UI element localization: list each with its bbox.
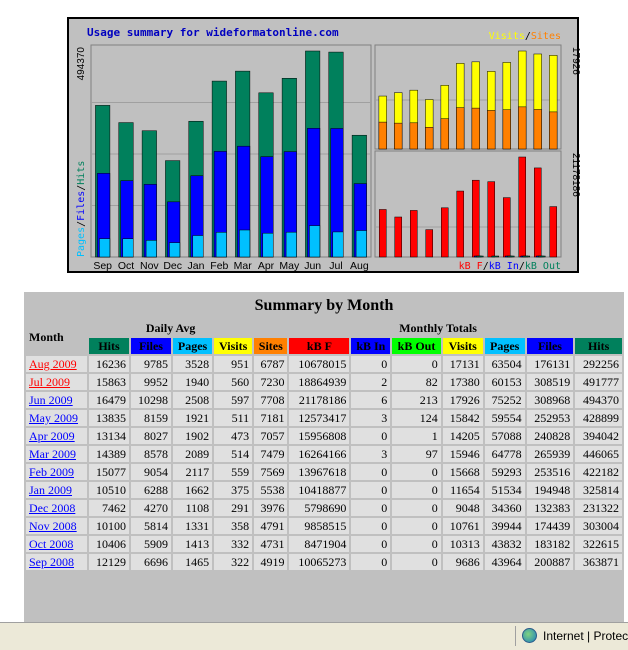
value-cell: 5909 <box>131 536 171 552</box>
monthly-totals-header: Monthly Totals <box>254 320 622 336</box>
value-cell: 15668 <box>443 464 483 480</box>
value-cell: 63504 <box>485 356 525 372</box>
value-cell: 4731 <box>254 536 287 552</box>
table-row <box>26 356 622 372</box>
month-link[interactable]: May 2009 <box>29 411 78 425</box>
bar-kb-out-may <box>507 256 514 257</box>
x-tick-label: Nov <box>139 260 159 272</box>
legend-item: Visits <box>488 31 525 42</box>
value-cell: 51534 <box>485 482 525 498</box>
bar-sites-sep <box>379 122 387 149</box>
value-cell: 0 <box>392 482 440 498</box>
value-cell: 194948 <box>527 482 574 498</box>
bar-pages-sep <box>99 239 109 257</box>
bar-kb-f-apr <box>488 182 495 257</box>
value-cell: 375 <box>214 482 252 498</box>
chart-title: Usage summary for wideformatonline.com <box>87 26 339 39</box>
browser-status-bar <box>0 622 628 650</box>
bar-sites-feb <box>456 108 464 149</box>
table-row <box>26 518 622 534</box>
month-cell <box>26 374 87 390</box>
value-cell: 6 <box>351 392 390 408</box>
value-cell: 14389 <box>89 446 129 462</box>
value-cell: 0 <box>351 356 390 372</box>
col-files-total: Files <box>527 338 574 354</box>
table-row <box>26 374 622 390</box>
value-cell: 5538 <box>254 482 287 498</box>
value-cell: 3 <box>351 446 390 462</box>
visits-legend <box>489 31 561 42</box>
value-cell: 59554 <box>485 410 525 426</box>
kb-ymax-label: 21178186 <box>570 153 581 197</box>
value-cell: 231322 <box>575 500 622 516</box>
value-cell: 473 <box>214 428 252 444</box>
table-title: Summary by Month <box>26 294 622 318</box>
value-cell: 15956808 <box>289 428 349 444</box>
value-cell: 12129 <box>89 554 129 570</box>
month-link[interactable]: Jul 2009 <box>29 375 71 389</box>
x-tick-label: May <box>279 260 300 272</box>
value-cell: 10313 <box>443 536 483 552</box>
bar-pages-mar <box>239 230 249 257</box>
value-cell: 11654 <box>443 482 483 498</box>
security-zone-text: Internet | Protec <box>543 629 628 643</box>
month-cell <box>26 392 87 408</box>
value-cell: 15077 <box>89 464 129 480</box>
month-cell <box>26 464 87 480</box>
value-cell: 0 <box>392 500 440 516</box>
value-cell: 0 <box>351 482 390 498</box>
value-cell: 1662 <box>173 482 212 498</box>
value-cell: 17926 <box>443 392 483 408</box>
value-cell: 200887 <box>527 554 574 570</box>
value-cell: 4791 <box>254 518 287 534</box>
bar-kb-f-jun <box>519 157 526 257</box>
col-kbout: kB Out <box>392 338 440 354</box>
value-cell: 597 <box>214 392 252 408</box>
value-cell: 10100 <box>89 518 129 534</box>
visits-panel-frame <box>375 45 561 149</box>
value-cell: 1921 <box>173 410 212 426</box>
table-row <box>26 536 622 552</box>
value-cell: 5798690 <box>289 500 349 516</box>
x-tick-label: Apr <box>257 260 275 272</box>
month-cell <box>26 410 87 426</box>
value-cell: 3 <box>351 410 390 426</box>
value-cell: 0 <box>351 464 390 480</box>
table-row <box>26 392 622 408</box>
value-cell: 213 <box>392 392 440 408</box>
value-cell: 6288 <box>131 482 171 498</box>
bar-kb-f-oct <box>395 217 402 257</box>
value-cell: 9048 <box>443 500 483 516</box>
bar-kb-f-nov <box>410 210 417 257</box>
bar-sites-apr <box>487 110 495 149</box>
value-cell: 12573417 <box>289 410 349 426</box>
bar-pages-oct <box>123 239 133 257</box>
column-header-row <box>26 338 622 354</box>
month-cell <box>26 518 87 534</box>
col-hits: Hits <box>89 338 129 354</box>
bar-sites-oct <box>394 123 402 149</box>
legend-item: Files <box>76 190 87 221</box>
value-cell: 0 <box>392 554 440 570</box>
value-cell: 2508 <box>173 392 212 408</box>
value-cell: 4919 <box>254 554 287 570</box>
value-cell: 422182 <box>575 464 622 480</box>
summary-table-body <box>26 356 622 570</box>
value-cell: 0 <box>392 464 440 480</box>
bar-kb-f-aug <box>550 207 557 257</box>
value-cell: 308519 <box>527 374 574 390</box>
col-visits-total: Visits <box>443 338 483 354</box>
value-cell: 0 <box>392 356 440 372</box>
value-cell: 10678015 <box>289 356 349 372</box>
month-link[interactable]: Apr 2009 <box>29 429 75 443</box>
legend-item: / <box>524 31 531 42</box>
bar-sites-jan <box>441 119 449 149</box>
x-tick-label: Oct <box>117 260 135 272</box>
bar-kb-f-dec <box>426 230 433 257</box>
visits-ymax-label: 17926 <box>570 47 581 75</box>
value-cell: 4270 <box>131 500 171 516</box>
value-cell: 325814 <box>575 482 622 498</box>
x-tick-label: Jan <box>187 260 205 272</box>
x-tick-label: Dec <box>163 260 183 272</box>
table-row <box>26 446 622 462</box>
value-cell: 124 <box>392 410 440 426</box>
value-cell: 15863 <box>89 374 129 390</box>
value-cell: 16236 <box>89 356 129 372</box>
status-separator <box>515 626 516 646</box>
month-cell <box>26 500 87 516</box>
value-cell: 7479 <box>254 446 287 462</box>
value-cell: 13967618 <box>289 464 349 480</box>
x-tick-label: Mar <box>233 260 252 272</box>
value-cell: 252953 <box>527 410 574 426</box>
month-cell <box>26 446 87 462</box>
x-tick-label: Sep <box>93 260 113 272</box>
legend-item: kB F <box>458 261 483 272</box>
value-cell: 2089 <box>173 446 212 462</box>
month-link[interactable]: Oct 2008 <box>29 537 74 551</box>
summary-table <box>24 292 624 572</box>
month-cell <box>26 536 87 552</box>
value-cell: 292256 <box>575 356 622 372</box>
value-cell: 358 <box>214 518 252 534</box>
value-cell: 1108 <box>173 500 212 516</box>
table-row <box>26 464 622 480</box>
main-ymax-label: 494370 <box>76 47 87 81</box>
value-cell: 6696 <box>131 554 171 570</box>
x-tick-label: Jul <box>329 260 343 272</box>
value-cell: 9054 <box>131 464 171 480</box>
bar-kb-f-jul <box>534 168 541 257</box>
value-cell: 8159 <box>131 410 171 426</box>
value-cell: 3976 <box>254 500 287 516</box>
bar-sites-dec <box>425 127 433 149</box>
value-cell: 253516 <box>527 464 574 480</box>
value-cell: 5814 <box>131 518 171 534</box>
value-cell: 494370 <box>575 392 622 408</box>
value-cell: 491777 <box>575 374 622 390</box>
value-cell: 446065 <box>575 446 622 462</box>
month-cell <box>26 356 87 372</box>
x-tick-label: Jun <box>304 260 322 272</box>
bar-pages-apr <box>263 233 273 257</box>
internet-zone-icon <box>522 628 537 643</box>
value-cell: 15842 <box>443 410 483 426</box>
value-cell: 559 <box>214 464 252 480</box>
value-cell: 14205 <box>443 428 483 444</box>
bar-kb-f-mar <box>472 180 479 257</box>
value-cell: 21178186 <box>289 392 349 408</box>
main-legend <box>76 161 87 257</box>
month-link[interactable]: Aug 2009 <box>29 357 77 371</box>
value-cell: 303004 <box>575 518 622 534</box>
value-cell: 1413 <box>173 536 212 552</box>
value-cell: 43964 <box>485 554 525 570</box>
value-cell: 9686 <box>443 554 483 570</box>
value-cell: 9785 <box>131 356 171 372</box>
value-cell: 1 <box>392 428 440 444</box>
value-cell: 34360 <box>485 500 525 516</box>
value-cell: 7181 <box>254 410 287 426</box>
value-cell: 9858515 <box>289 518 349 534</box>
value-cell: 0 <box>392 536 440 552</box>
table-row <box>26 482 622 498</box>
value-cell: 17380 <box>443 374 483 390</box>
bar-kb-f-feb <box>457 191 464 257</box>
bar-kb-f-sep <box>379 209 386 257</box>
value-cell: 0 <box>351 500 390 516</box>
value-cell: 1465 <box>173 554 212 570</box>
bar-sites-may <box>503 110 511 149</box>
value-cell: 60153 <box>485 374 525 390</box>
month-cell <box>26 554 87 570</box>
legend-item: / <box>76 220 87 227</box>
col-hits-total: Hits <box>575 338 622 354</box>
value-cell: 183182 <box>527 536 574 552</box>
value-cell: 7462 <box>89 500 129 516</box>
col-files: Files <box>131 338 171 354</box>
value-cell: 10298 <box>131 392 171 408</box>
table-row <box>26 428 622 444</box>
bar-pages-may <box>286 232 296 257</box>
bar-pages-jul <box>333 232 343 257</box>
table-row <box>26 500 622 516</box>
col-visits: Visits <box>214 338 252 354</box>
legend-item: Pages <box>76 226 87 257</box>
x-tick-label: Aug <box>349 260 369 272</box>
value-cell: 75252 <box>485 392 525 408</box>
value-cell: 64778 <box>485 446 525 462</box>
value-cell: 322615 <box>575 536 622 552</box>
bar-kb-out-apr <box>492 256 499 257</box>
month-link[interactable]: Dec 2008 <box>29 501 76 515</box>
month-link[interactable]: Nov 2008 <box>29 519 77 533</box>
value-cell: 0 <box>351 536 390 552</box>
value-cell: 16264166 <box>289 446 349 462</box>
value-cell: 332 <box>214 536 252 552</box>
bar-pages-aug <box>356 231 366 257</box>
month-cell <box>26 428 87 444</box>
value-cell: 394042 <box>575 428 622 444</box>
bar-sites-nov <box>410 123 418 149</box>
value-cell: 82 <box>392 374 440 390</box>
value-cell: 7057 <box>254 428 287 444</box>
usage-chart <box>67 17 579 273</box>
value-cell: 13134 <box>89 428 129 444</box>
col-sites: Sites <box>254 338 287 354</box>
bar-pages-jan <box>193 236 203 257</box>
usage-chart-svg <box>69 19 581 272</box>
daily-avg-header: Daily Avg <box>89 320 252 336</box>
value-cell: 174439 <box>527 518 574 534</box>
bar-sites-jul <box>534 109 542 149</box>
value-cell: 10510 <box>89 482 129 498</box>
value-cell: 8027 <box>131 428 171 444</box>
value-cell: 1331 <box>173 518 212 534</box>
bar-kb-f-jan <box>441 208 448 257</box>
value-cell: 1940 <box>173 374 212 390</box>
value-cell: 3528 <box>173 356 212 372</box>
bar-pages-nov <box>146 240 156 257</box>
value-cell: 2 <box>351 374 390 390</box>
bar-pages-feb <box>216 232 226 257</box>
legend-item: / <box>482 261 489 272</box>
value-cell: 10406 <box>89 536 129 552</box>
value-cell: 265939 <box>527 446 574 462</box>
value-cell: 2117 <box>173 464 212 480</box>
col-kbin: kB In <box>351 338 390 354</box>
legend-item: Hits <box>76 160 87 185</box>
value-cell: 951 <box>214 356 252 372</box>
value-cell: 0 <box>351 554 390 570</box>
legend-item: / <box>76 184 87 191</box>
value-cell: 1902 <box>173 428 212 444</box>
bar-kb-out-jul <box>538 256 545 257</box>
summary-by-month-table <box>24 292 624 622</box>
value-cell: 308968 <box>527 392 574 408</box>
value-cell: 240828 <box>527 428 574 444</box>
value-cell: 8471904 <box>289 536 349 552</box>
value-cell: 363871 <box>575 554 622 570</box>
value-cell: 59293 <box>485 464 525 480</box>
value-cell: 10418877 <box>289 482 349 498</box>
bar-sites-jun <box>518 107 526 149</box>
col-kbf: kB F <box>289 338 349 354</box>
month-link[interactable]: Mar 2009 <box>29 447 76 461</box>
value-cell: 8578 <box>131 446 171 462</box>
value-cell: 0 <box>351 428 390 444</box>
month-link[interactable]: Jan 2009 <box>29 483 72 497</box>
month-link[interactable]: Jun 2009 <box>29 393 73 407</box>
value-cell: 428899 <box>575 410 622 426</box>
value-cell: 97 <box>392 446 440 462</box>
bar-kb-out-mar <box>476 256 483 257</box>
value-cell: 0 <box>392 518 440 534</box>
value-cell: 18864939 <box>289 374 349 390</box>
bar-pages-jun <box>309 226 319 257</box>
legend-item: kB In <box>488 261 519 272</box>
col-pages-total: Pages <box>485 338 525 354</box>
value-cell: 10761 <box>443 518 483 534</box>
value-cell: 6787 <box>254 356 287 372</box>
value-cell: 7230 <box>254 374 287 390</box>
value-cell: 10065273 <box>289 554 349 570</box>
kb-panel-frame <box>375 151 561 257</box>
value-cell: 13835 <box>89 410 129 426</box>
value-cell: 7708 <box>254 392 287 408</box>
value-cell: 514 <box>214 446 252 462</box>
month-header: Month <box>26 320 87 354</box>
month-link[interactable]: Sep 2008 <box>29 555 74 569</box>
kb-legend <box>459 261 561 272</box>
month-link[interactable]: Feb 2009 <box>29 465 74 479</box>
value-cell: 132383 <box>527 500 574 516</box>
value-cell: 7569 <box>254 464 287 480</box>
col-pages: Pages <box>173 338 212 354</box>
value-cell: 16479 <box>89 392 129 408</box>
value-cell: 511 <box>214 410 252 426</box>
bar-kb-f-may <box>503 198 510 257</box>
table-row <box>26 554 622 570</box>
table-row <box>26 410 622 426</box>
legend-item: Sites <box>530 31 561 42</box>
value-cell: 39944 <box>485 518 525 534</box>
value-cell: 43832 <box>485 536 525 552</box>
value-cell: 57088 <box>485 428 525 444</box>
bar-sites-mar <box>472 108 480 149</box>
month-cell <box>26 482 87 498</box>
legend-item: kB Out <box>524 261 561 272</box>
value-cell: 176131 <box>527 356 574 372</box>
value-cell: 0 <box>351 518 390 534</box>
x-tick-label: Feb <box>210 260 229 272</box>
legend-item: / <box>518 261 525 272</box>
value-cell: 15946 <box>443 446 483 462</box>
bar-pages-dec <box>169 243 179 257</box>
bar-sites-aug <box>549 112 557 149</box>
value-cell: 9952 <box>131 374 171 390</box>
value-cell: 17131 <box>443 356 483 372</box>
value-cell: 322 <box>214 554 252 570</box>
value-cell: 560 <box>214 374 252 390</box>
value-cell: 291 <box>214 500 252 516</box>
bar-kb-out-jun <box>523 256 530 257</box>
